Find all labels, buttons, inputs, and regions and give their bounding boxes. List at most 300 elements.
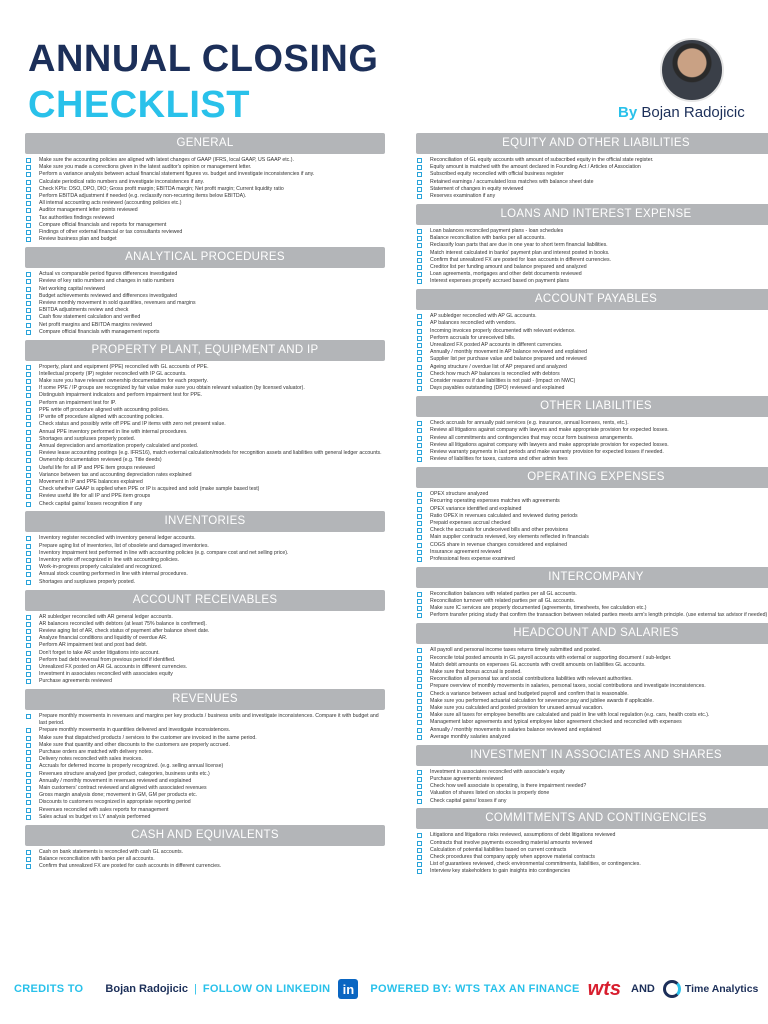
checklist-item: [416, 264, 768, 271]
section-title: COMMITMENTS AND CONTINGENCIES: [416, 808, 768, 829]
checklist-item-text: Tax authorities findings reviewed: [39, 214, 114, 221]
footer-credits: CREDITS TO: [14, 983, 84, 995]
checkbox[interactable]: [26, 665, 31, 670]
checkbox[interactable]: [26, 565, 31, 570]
checkbox[interactable]: [26, 287, 31, 292]
checkbox[interactable]: [26, 544, 31, 549]
checkbox[interactable]: [26, 551, 31, 556]
checklist-item: [25, 436, 385, 443]
checkbox[interactable]: [417, 492, 422, 497]
checkbox[interactable]: [417, 535, 422, 540]
checklist-item: [416, 442, 768, 449]
checkbox[interactable]: [417, 728, 422, 733]
section-title: OPERATING EXPENSES: [416, 467, 768, 488]
checklist-item: [25, 236, 385, 243]
section-revenues: [25, 689, 385, 820]
checklist-item-text: Annually / monthly movement in revenues reviewed and explained: [39, 777, 192, 784]
checklist-item-text: Revenues structure analyzed (per product, categories, business units etc.): [39, 770, 210, 777]
checkbox[interactable]: [417, 258, 422, 263]
checkbox[interactable]: [417, 457, 422, 462]
checkbox[interactable]: [26, 393, 31, 398]
checkbox[interactable]: [417, 599, 422, 604]
checklist-item-text: Review all commitments and contingencies that may occur form business arrangements.: [430, 434, 634, 441]
checkbox[interactable]: [26, 379, 31, 384]
checklist-item-text: Findings of other external financial or tax consultants reviewed: [39, 229, 183, 236]
checklist-item: [416, 683, 768, 690]
checklist-item-text: Recurring operating expenses matches with agreements: [430, 498, 560, 505]
checklist-item-text: Prepare aging list of inventories, list of obsolete and damaged inventories.: [39, 542, 209, 549]
checkbox[interactable]: [417, 421, 422, 426]
checkbox[interactable]: [26, 779, 31, 784]
checkbox[interactable]: [26, 216, 31, 221]
checklist-item: [25, 179, 385, 186]
checkbox[interactable]: [417, 372, 422, 377]
checklist-item-text: Delivery notes reconciled with sales invoices.: [39, 756, 143, 763]
checklist-item: [416, 591, 768, 598]
checkbox[interactable]: [26, 279, 31, 284]
checkbox[interactable]: [417, 663, 422, 668]
checklist-item-text: Reconcile total posted amounts in GL payroll accounts with external or supporting document / sub-ledger.: [430, 654, 672, 661]
wts-logo: wts: [587, 977, 621, 1000]
checklist-item-text: Check capital gains/ losses recognition if any: [39, 500, 143, 507]
checklist-item: [416, 542, 768, 549]
checklist-item: [25, 429, 385, 436]
section-operating-expenses: [416, 467, 768, 563]
checklist-item-text: Incoming invoices properly documented with relevant evidence.: [430, 327, 576, 334]
checklist-item-text: Purchase agreements reviewed: [430, 775, 503, 782]
section-equity-and-other-liabilities: [416, 133, 768, 200]
checkbox[interactable]: [417, 592, 422, 597]
checkbox[interactable]: [26, 466, 31, 471]
checkbox[interactable]: [417, 450, 422, 455]
checklist-item: [416, 371, 768, 378]
checkbox[interactable]: [417, 692, 422, 697]
checkbox[interactable]: [417, 770, 422, 775]
checklist-item-text: Balance reconciliation with banks per all accounts.: [39, 855, 155, 862]
section-account-payables: [416, 289, 768, 392]
checkbox[interactable]: [26, 815, 31, 820]
checklist-item-text: Consider reasons if due liabilities is not paid - (impact on NWC): [430, 378, 576, 385]
checklist-item-text: Review all litigations against company with lawyers and make appropriate provision for expected losses.: [430, 441, 669, 448]
section-title: PROPERTY PLANT, EQUIPMENT AND IP: [25, 340, 385, 361]
checklist-item-text: Inventory impairment test performed in line with accounting policies (e.g. compare cost and net selling price).: [39, 549, 289, 556]
checklist-item-text: Supplier list per purchase value and balance prepared and reviewed: [430, 356, 587, 363]
checkbox[interactable]: [26, 536, 31, 541]
section-general: [25, 133, 385, 243]
checklist-item: [416, 456, 768, 463]
checkbox[interactable]: [417, 436, 422, 441]
checklist-item: [25, 557, 385, 564]
checklist-item-text: Make sure that dispatched products / services to the customer are invoiced in the same period.: [39, 734, 257, 741]
checklist-item-text: Professional fees expense examined: [430, 555, 515, 562]
checkbox[interactable]: [26, 444, 31, 449]
checkbox[interactable]: [26, 757, 31, 762]
checklist-item-text: Check capital gains/ losses if any: [430, 797, 507, 804]
checkbox[interactable]: [417, 265, 422, 270]
checklist-item-text: Perform an impairment test for IP.: [39, 399, 117, 406]
checkbox[interactable]: [26, 714, 31, 719]
checklist-item: [25, 207, 385, 214]
section-loans-and-interest-expense: [416, 204, 768, 285]
checkbox[interactable]: [26, 658, 31, 663]
checkbox[interactable]: [417, 272, 422, 277]
checkbox[interactable]: [26, 800, 31, 805]
checkbox[interactable]: [26, 165, 31, 170]
checklist-item: [25, 472, 385, 479]
checkbox[interactable]: [417, 314, 422, 319]
checkbox[interactable]: [417, 720, 422, 725]
checklist-item-text: Statement of changes in equity reviewed: [430, 185, 524, 192]
checkbox[interactable]: [26, 458, 31, 463]
checklist-item-text: IP write off procedure aligned with accounting policies.: [39, 414, 164, 421]
checkbox[interactable]: [26, 437, 31, 442]
checklist-item-text: Unrealized FX posted AP accounts in different currencies.: [430, 342, 563, 349]
checklist-item-text: Make sure the accounting policies are aligned with latest changes of GAAP (IFRS, local GAAP, US GAAP etc.).: [39, 157, 294, 163]
checkbox[interactable]: [26, 736, 31, 741]
checkbox[interactable]: [417, 684, 422, 689]
checklist-item: [25, 792, 385, 799]
checklist-item: [25, 493, 385, 500]
checklist-item-text: Review useful life for all IP and PPE item groups: [39, 493, 151, 500]
checkbox[interactable]: [26, 172, 31, 177]
section-title: HEADCOUNT AND SALARIES: [416, 623, 768, 644]
checkbox[interactable]: [26, 636, 31, 641]
checkbox[interactable]: [26, 237, 31, 242]
title-line-2: CHECKLIST: [28, 84, 250, 126]
checkbox[interactable]: [26, 864, 31, 869]
checklist-item: [25, 229, 385, 236]
checklist-item: [25, 421, 385, 428]
checkbox[interactable]: [26, 808, 31, 813]
checkbox[interactable]: [26, 180, 31, 185]
checklist-item: [25, 849, 385, 856]
checklist-item: [416, 235, 768, 242]
checklist-item-text: Ageing structure / overdue list of AP prepared and analyzed: [430, 363, 567, 370]
checkbox[interactable]: [417, 677, 422, 682]
checkbox[interactable]: [417, 158, 422, 163]
checkbox[interactable]: [417, 329, 422, 334]
section-title: REVENUES: [25, 689, 385, 710]
checkbox[interactable]: [26, 728, 31, 733]
checkbox[interactable]: [26, 793, 31, 798]
checklist-item: [25, 678, 385, 685]
checkbox[interactable]: [417, 713, 422, 718]
checkbox[interactable]: [417, 350, 422, 355]
checkbox[interactable]: [417, 550, 422, 555]
checklist-item: [25, 727, 385, 734]
section-title: LOANS AND INTEREST EXPENSE: [416, 204, 768, 225]
checkbox[interactable]: [417, 848, 422, 853]
checklist-item-text: Review of liabilities for taxes, customs and other admin fees: [430, 456, 568, 463]
checkbox[interactable]: [417, 841, 422, 846]
checkbox[interactable]: [417, 499, 422, 504]
checklist-item: [25, 400, 385, 407]
checklist-item: [25, 171, 385, 178]
checklist-item-text: Check accruals for annually paid services (e.g. insurance, annual licenses, rents, etc.).: [430, 420, 629, 427]
checklist-item-text: Net working capital reviewed: [39, 285, 106, 292]
checklist-item: [416, 854, 768, 861]
checkbox[interactable]: [26, 473, 31, 478]
checklist-item-text: PPE write off procedure aligned with accounting policies.: [39, 406, 170, 413]
checklist-item-text: Net profit margins and EBITDA margins reviewed: [39, 321, 153, 328]
checkbox[interactable]: [26, 451, 31, 456]
checkbox[interactable]: [417, 862, 422, 867]
checkbox[interactable]: [26, 764, 31, 769]
checklist-item: [416, 364, 768, 371]
checklist-item: [25, 314, 385, 321]
checkbox[interactable]: [26, 294, 31, 299]
checklist-item: [416, 491, 768, 498]
checklist-item: [25, 392, 385, 399]
checkbox[interactable]: [417, 799, 422, 804]
checklist-item: [416, 719, 768, 726]
checkbox[interactable]: [417, 229, 422, 234]
footer-author-name: Bojan Radojicic: [105, 983, 188, 995]
checklist-item-text: Discounts to customers recognized in appropriate reporting period: [39, 799, 191, 806]
checklist-item: [25, 650, 385, 657]
checklist-item: [416, 840, 768, 847]
checkbox[interactable]: [26, 194, 31, 199]
checklist-item-text: Work-in-progress properly calculated and recognized.: [39, 564, 163, 571]
checklist-item-text: All internal accounting acts reviewed (accounting policies etc.): [39, 200, 182, 207]
checklist-item-text: Check how much AP balances is reconciled with debtors: [430, 370, 560, 377]
checklist-item-text: Revenues reconciled with sales reports for management: [39, 806, 169, 813]
checkbox[interactable]: [417, 336, 422, 341]
checkbox[interactable]: [26, 230, 31, 235]
checkbox[interactable]: [417, 869, 422, 874]
checkbox[interactable]: [26, 857, 31, 862]
checklist-item: [25, 164, 385, 171]
checkbox[interactable]: [26, 201, 31, 206]
checkbox[interactable]: [26, 580, 31, 585]
checkbox[interactable]: [26, 743, 31, 748]
linkedin-icon[interactable]: in: [338, 979, 358, 999]
checkbox[interactable]: [26, 308, 31, 313]
checkbox[interactable]: [26, 386, 31, 391]
section-title: OTHER LIABILITIES: [416, 396, 768, 417]
checklist-item: [416, 179, 768, 186]
checklist-item-text: Investment in associates reconciled with associates equity: [39, 671, 173, 678]
checkbox[interactable]: [417, 172, 422, 177]
checkbox[interactable]: [26, 786, 31, 791]
checklist-item-text: Perform EBITDA adjustment if needed (e.g. reclassify non-recurring items below EBITDA).: [39, 193, 247, 200]
checklist-item-text: Reserves examination if any: [430, 193, 496, 200]
section-title: GENERAL: [25, 133, 385, 154]
checkbox[interactable]: [26, 615, 31, 620]
checklist-item: [25, 785, 385, 792]
checkbox[interactable]: [26, 679, 31, 684]
checklist-item: [25, 763, 385, 770]
checklist-item-text: Shortages and surpluses properly posted.: [39, 435, 136, 442]
checklist-item-text: Variance between tax and accounting depreciation rates explained: [39, 471, 192, 478]
checklist-item-text: Sales actual vs budget vs LY analysis performed: [39, 813, 151, 820]
checkbox[interactable]: [26, 415, 31, 420]
checkbox[interactable]: [417, 521, 422, 526]
title-line-1: ANNUAL CLOSING: [28, 38, 379, 80]
checkbox[interactable]: [417, 833, 422, 838]
checkbox[interactable]: [26, 401, 31, 406]
checklist-item: [416, 647, 768, 654]
checklist-item: [25, 222, 385, 229]
checkbox[interactable]: [26, 223, 31, 228]
checklist-item: [25, 501, 385, 508]
checkbox[interactable]: [417, 379, 422, 384]
checklist-item-text: Purchase orders are matched with delivery notes.: [39, 749, 153, 756]
checkbox[interactable]: [417, 507, 422, 512]
checklist-item: [416, 691, 768, 698]
checklist-item: [25, 778, 385, 785]
checklist-item-text: Cash on bank statements is reconciled with cash GL accounts.: [39, 848, 183, 855]
checkbox[interactable]: [26, 643, 31, 648]
checklist-item: [25, 215, 385, 222]
checkbox[interactable]: [417, 443, 422, 448]
checklist-item-text: Contracts that involve payments exceeding material amounts reviewed: [430, 839, 593, 846]
checklist-item: [25, 571, 385, 578]
checklist-item-text: AP balances reconciled with vendors.: [430, 320, 517, 327]
checklist-item-text: Compare official financials with management reports: [39, 328, 160, 335]
checkbox[interactable]: [26, 208, 31, 213]
checklist-item: [25, 307, 385, 314]
checklist-item-text: Reconciliation balances with related parties per all GL accounts.: [430, 590, 577, 597]
checkbox[interactable]: [417, 656, 422, 661]
checkbox[interactable]: [26, 487, 31, 492]
checklist-item-text: Review business plan and budget: [39, 236, 117, 243]
checklist-item: [416, 868, 768, 875]
checklist-item-text: Days payables outstanding (DPO) reviewed and explained: [430, 385, 565, 392]
checkbox[interactable]: [417, 165, 422, 170]
checklist-item: [25, 322, 385, 329]
checkbox[interactable]: [417, 543, 422, 548]
checkbox[interactable]: [26, 272, 31, 277]
checklist-item-text: Match interest calculated in banks' payment plan and interest posted in books.: [430, 249, 610, 256]
checklist-item: [416, 556, 768, 563]
checkbox[interactable]: [26, 480, 31, 485]
checklist-item-text: Review warranty payments in last periods and make warranty provision for expected losses if needed.: [430, 449, 664, 455]
checkbox[interactable]: [417, 343, 422, 348]
section-intercompany: [416, 567, 768, 620]
checklist-item: [25, 635, 385, 642]
checkbox[interactable]: [26, 772, 31, 777]
checkbox[interactable]: [26, 408, 31, 413]
checkbox[interactable]: [26, 622, 31, 627]
checkbox[interactable]: [26, 323, 31, 328]
checkbox[interactable]: [26, 301, 31, 306]
checkbox[interactable]: [417, 777, 422, 782]
checklist-item: [416, 832, 768, 839]
checkbox[interactable]: [417, 321, 422, 326]
checklist-item: [25, 457, 385, 464]
checkbox[interactable]: [417, 699, 422, 704]
checklist-item: [25, 329, 385, 336]
checkbox[interactable]: [417, 557, 422, 562]
checklist-item-text: Average monthly salaries analyzed: [430, 733, 511, 740]
checkbox[interactable]: [417, 784, 422, 789]
checkbox[interactable]: [417, 180, 422, 185]
checkbox[interactable]: [26, 672, 31, 677]
checkbox[interactable]: [417, 791, 422, 796]
checkbox[interactable]: [26, 629, 31, 634]
checkbox[interactable]: [26, 365, 31, 370]
checklist-item: [416, 271, 768, 278]
checkbox[interactable]: [26, 158, 31, 163]
footer-follow-link[interactable]: FOLLOW ON LINKEDIN: [202, 983, 331, 995]
checkbox[interactable]: [417, 279, 422, 284]
section-commitments-and-contingencies: [416, 808, 768, 875]
checkbox[interactable]: [417, 735, 422, 740]
section-title: ACCOUNT PAYABLES: [416, 289, 768, 310]
checklist-item-text: OPEX structure analyzed: [430, 491, 489, 498]
checklist-item: [416, 612, 768, 619]
checkbox[interactable]: [417, 606, 422, 611]
checklist-item: [416, 705, 768, 712]
checkbox[interactable]: [26, 372, 31, 377]
checkbox[interactable]: [26, 187, 31, 192]
page-header: [0, 0, 768, 130]
checkbox[interactable]: [417, 613, 422, 618]
checkbox[interactable]: [26, 558, 31, 563]
checkbox[interactable]: [417, 670, 422, 675]
checkbox[interactable]: [417, 428, 422, 433]
checklist-item: [25, 742, 385, 749]
checkbox[interactable]: [26, 750, 31, 755]
checkbox[interactable]: [417, 194, 422, 199]
checklist-item: [416, 790, 768, 797]
checkbox[interactable]: [26, 422, 31, 427]
checklist-item: [416, 605, 768, 612]
checkbox[interactable]: [26, 850, 31, 855]
checklist-item: [25, 371, 385, 378]
checklist-item-text: Don't forget to take AR under litigations into account.: [39, 649, 160, 656]
checkbox[interactable]: [26, 430, 31, 435]
checkbox[interactable]: [417, 514, 422, 519]
checklist-item: [416, 798, 768, 805]
checklist-item: [416, 349, 768, 356]
checkbox[interactable]: [417, 236, 422, 241]
checkbox[interactable]: [26, 572, 31, 577]
checklist-item-text: Unrealized FX posted on AR GL accounts in different currencies.: [39, 663, 188, 670]
checkbox[interactable]: [417, 528, 422, 533]
checkbox[interactable]: [417, 251, 422, 256]
checklist-item: [416, 598, 768, 605]
checkbox[interactable]: [26, 494, 31, 499]
checklist-item: [25, 293, 385, 300]
checklist-item-text: Auditor management letter points reviewed: [39, 207, 138, 214]
checklist-item-text: Balance reconciliation with banks per all accounts.: [430, 235, 546, 242]
checkbox[interactable]: [417, 365, 422, 370]
checklist-item: [416, 342, 768, 349]
checkbox[interactable]: [417, 706, 422, 711]
checklist-item-text: Loan balances reconciled payment plans - loan schedules: [430, 227, 564, 234]
checklist-item-text: Annual PPE inventory performed in line with internal procedures.: [39, 428, 188, 435]
checklist-item: [416, 520, 768, 527]
checkbox[interactable]: [417, 187, 422, 192]
checkbox[interactable]: [26, 651, 31, 656]
checkbox[interactable]: [26, 315, 31, 320]
checkbox[interactable]: [417, 855, 422, 860]
checklist-item-text: Analyze financial conditions and liquidity of overdue AR.: [39, 635, 168, 642]
checkbox[interactable]: [417, 243, 422, 248]
checkbox[interactable]: [26, 502, 31, 507]
checklist-item: [25, 443, 385, 450]
checklist-item: [25, 364, 385, 371]
checklist-item: [416, 242, 768, 249]
checkbox[interactable]: [417, 386, 422, 391]
checklist-item: [416, 527, 768, 534]
checkbox[interactable]: [26, 330, 31, 335]
checklist-item: [416, 676, 768, 683]
checkbox[interactable]: [417, 648, 422, 653]
checkbox[interactable]: [417, 357, 422, 362]
